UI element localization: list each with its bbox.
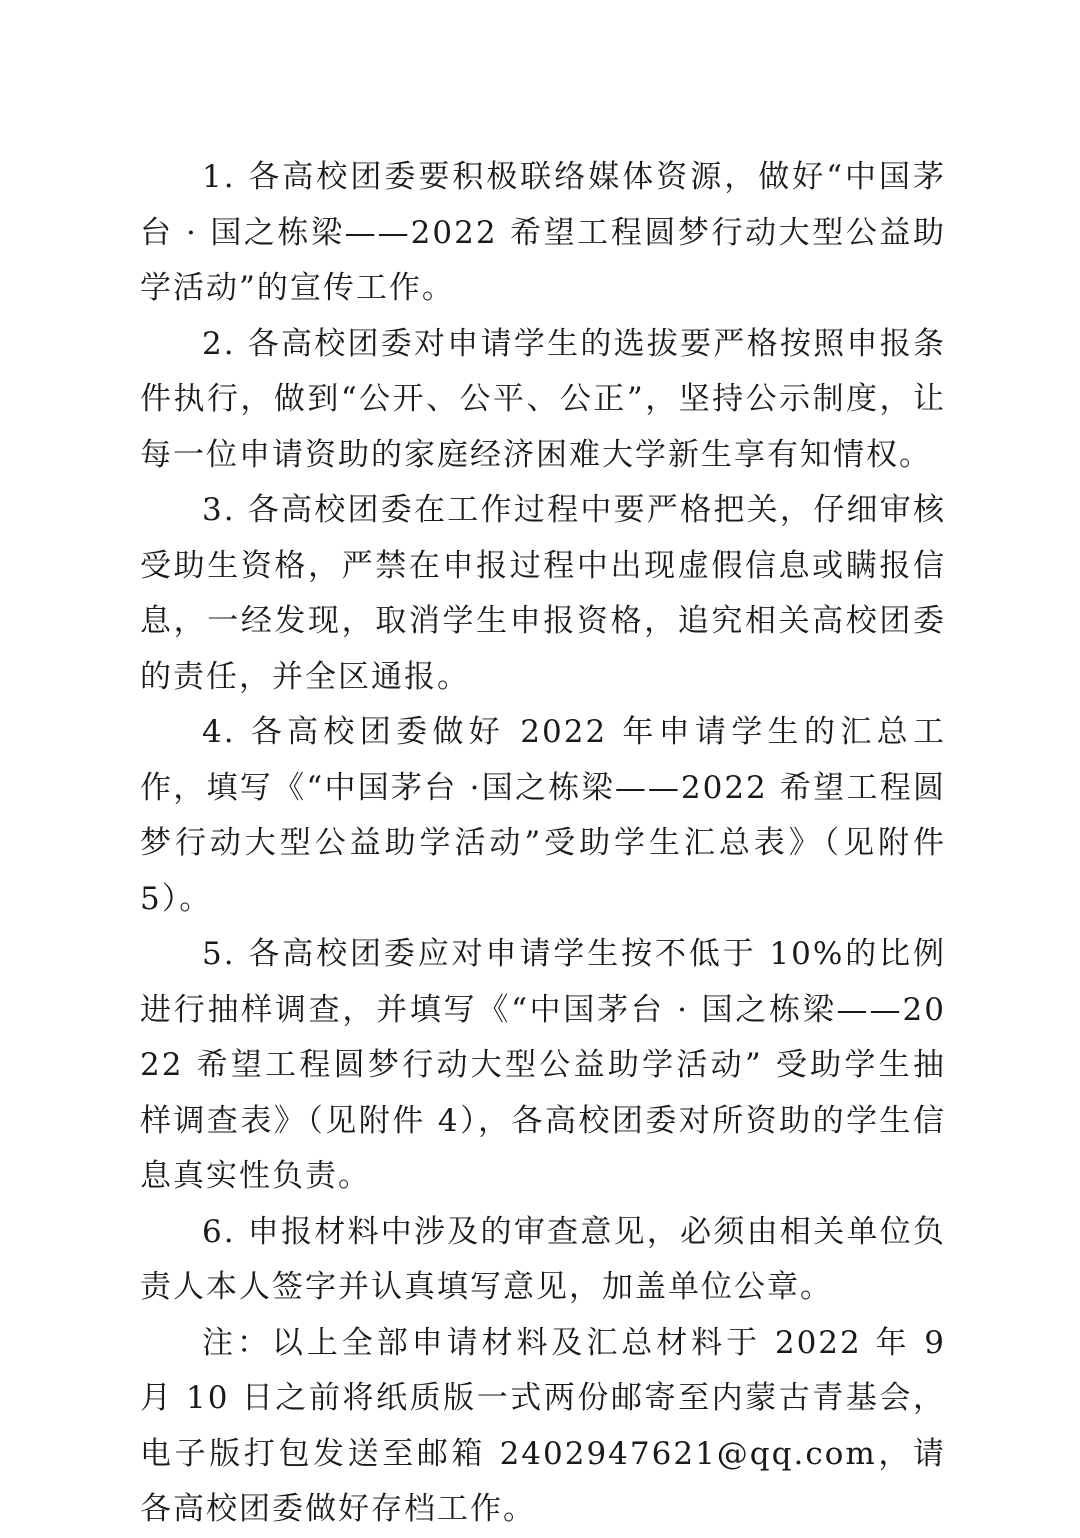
paragraph-5: 5. 各高校团委应对申请学生按不低于 10%的比例进行抽样调查，并填写《“中国茅台 · 国之栋梁——2022 希望工程圆梦行动大型公益助学活动” 受助学生抽样调查表》（见附件 4），各高校团委对所资助的学生信息真实性负责。 <box>140 936 946 1194</box>
paragraph-1: 1. 各高校团委要积极联络媒体资源，做好“中国茅台 · 国之栋梁——2022 希望工程圆梦行动大型公益助学活动”的宣传工作。 <box>140 159 946 306</box>
paragraph-6: 6. 申报材料中涉及的审查意见，必须由相关单位负责人本人签字并认真填写意见，加盖单位公章。 <box>140 1213 946 1305</box>
paragraph-4: 4. 各高校团委做好 2022 年申请学生的汇总工作，填写《“中国茅台 ·国之栋梁——2022 希望工程圆梦行动大型公益助学活动”受助学生汇总表》（见附件 5）。 <box>140 714 946 917</box>
note-paragraph: 注：以上全部申请材料及汇总材料于 2022 年 9 月 10 日之前将纸质版一式两份邮寄至内蒙古青基会，电子版打包发送至邮箱 2402947621@qq.com，请各高校团委做好存档工作。 <box>140 1324 946 1527</box>
paragraph-3: 3. 各高校团委在工作过程中要严格把关，仔细审核受助生资格，严禁在申报过程中出现虚假信息或瞒报信息，一经发现，取消学生申报资格，追究相关高校团委的责任，并全区通报。 <box>140 492 946 695</box>
paragraph-2: 2. 各高校团委对申请学生的选拔要严格按照申报条件执行，做到“公开、公平、公正”，坚持公示制度，让每一位申请资助的家庭经济困难大学新生享有知情权。 <box>140 325 946 473</box>
document-body <box>140 150 946 1538</box>
